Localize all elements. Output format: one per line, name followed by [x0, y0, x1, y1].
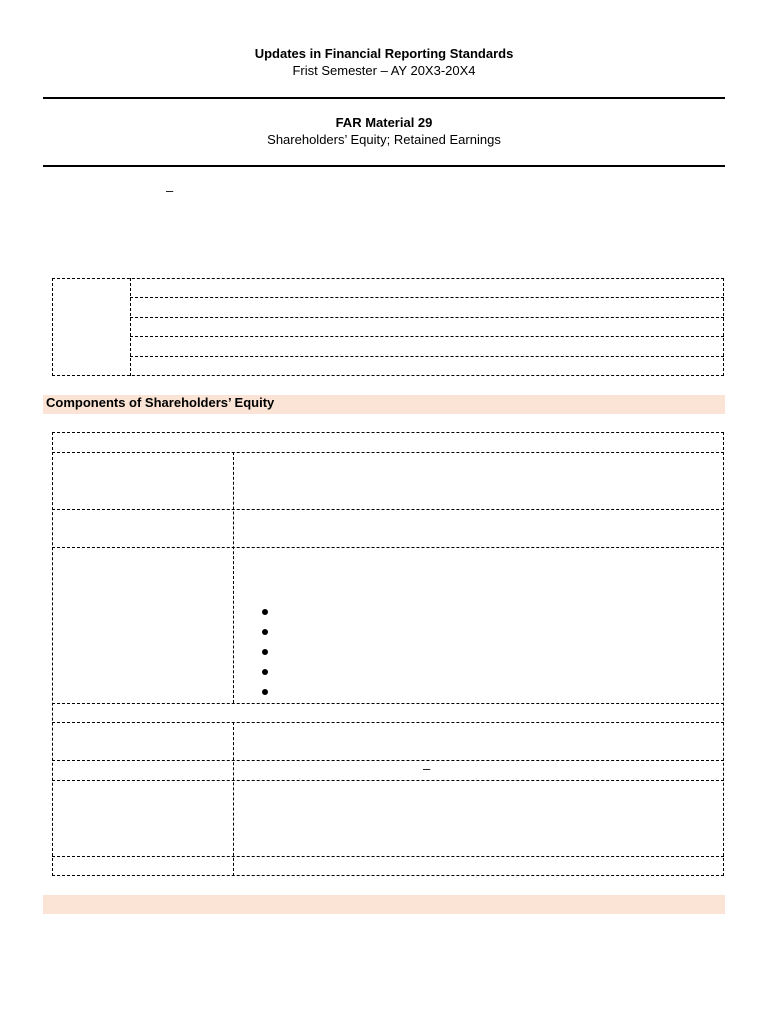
material-title: FAR Material 29	[335, 115, 433, 130]
table-row	[52, 722, 724, 723]
material-subtitle: Shareholders’ Equity; Retained Earnings	[267, 132, 501, 147]
list-bullet	[262, 609, 268, 615]
list-bullet	[262, 669, 268, 675]
table-column-divider	[233, 722, 234, 876]
overview-table-row	[130, 356, 724, 357]
table-column-divider	[233, 452, 234, 703]
table-row	[52, 856, 724, 857]
intro-dash: –	[166, 183, 174, 198]
table-row	[52, 760, 724, 761]
list-bullet	[262, 649, 268, 655]
document-header-subtitle: Frist Semester – AY 20X3-20X4	[292, 63, 476, 78]
table-row	[52, 703, 724, 704]
overview-table-border	[52, 278, 724, 376]
list-bullet	[262, 629, 268, 635]
overview-table-row	[130, 297, 724, 298]
overview-table-row	[130, 317, 724, 318]
overview-table-row	[130, 336, 724, 337]
components-table-border	[52, 432, 724, 876]
table-row	[52, 452, 724, 453]
header-divider-bottom	[43, 165, 725, 167]
table-row	[52, 509, 724, 510]
section-heading-label: Components of Shareholders’ Equity	[46, 395, 275, 410]
table-row	[52, 780, 724, 781]
list-bullet	[262, 689, 268, 695]
header-divider-top	[43, 97, 725, 99]
table-row	[52, 547, 724, 548]
document-header-title: Updates in Financial Reporting Standards	[254, 46, 514, 61]
table-dash: –	[423, 761, 431, 776]
section-heading-bar-bottom	[43, 895, 725, 914]
overview-table-column-divider	[130, 278, 131, 376]
